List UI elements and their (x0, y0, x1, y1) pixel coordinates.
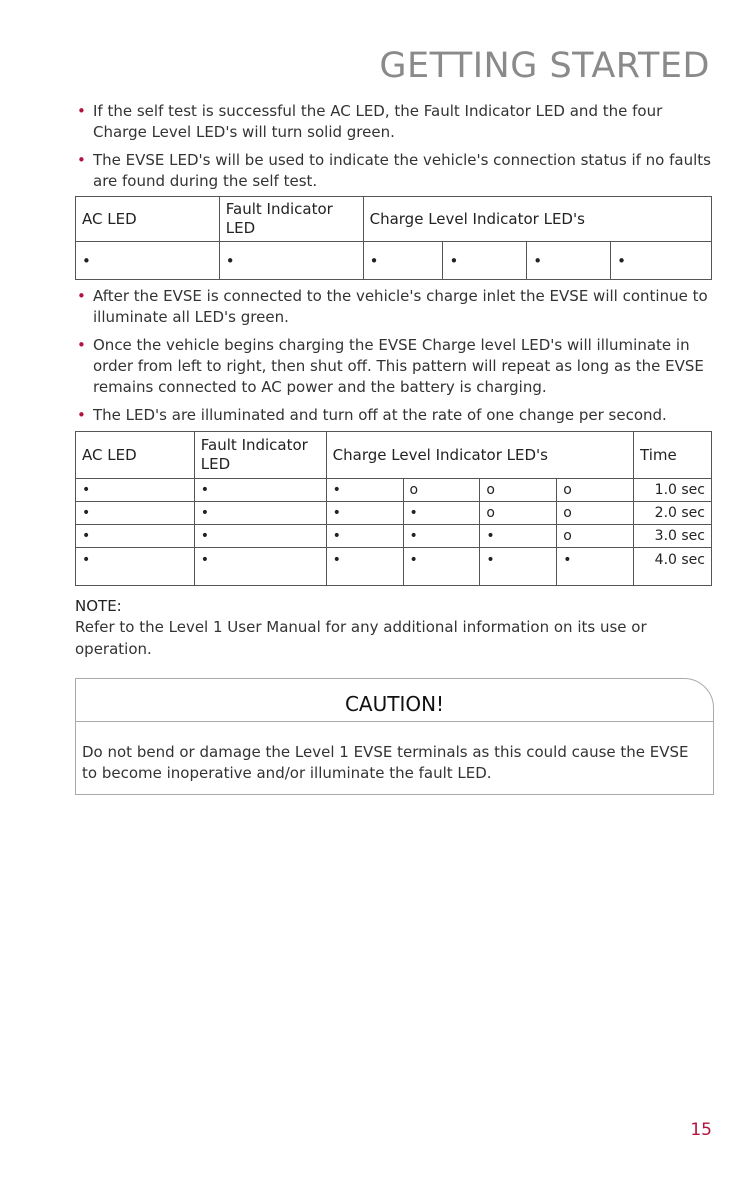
cell-fault: • (194, 548, 326, 586)
header-charge-level: Charge Level Indicator LED's (326, 432, 633, 479)
cell-ac-led: • (76, 548, 195, 586)
led-status-table-1 (75, 196, 712, 280)
cell-charge-1: • (326, 548, 403, 586)
caution-text: Do not bend or damage the Level 1 EVSE terminals as this could cause the EVSE to become inoperative and/or illuminate the fault LED. (82, 743, 689, 782)
page-number: 15 (690, 1120, 712, 1140)
page-header-title: GETTING STARTED (379, 46, 710, 86)
cell-ac-led: • (76, 242, 220, 280)
caution-title: CAUTION! (76, 679, 713, 722)
cell-charge-1: • (326, 502, 403, 525)
cell-ac-led: • (76, 479, 195, 502)
cell-fault: • (219, 242, 363, 280)
cell-time: 2.0 sec (634, 502, 712, 525)
cell-charge-1: • (363, 242, 443, 280)
list-item: • The LED's are illuminated and turn off at the rate of one change per second. (75, 405, 712, 426)
table-row (76, 502, 712, 525)
cell-charge-2: • (403, 525, 480, 548)
cell-ac-led: • (76, 525, 195, 548)
cell-charge-3: • (480, 525, 557, 548)
cell-charge-4: o (557, 525, 634, 548)
note-text: Refer to the Level 1 User Manual for any additional information on its use or operation. (75, 618, 647, 658)
cell-charge-4: • (557, 548, 634, 586)
cell-charge-4: o (557, 479, 634, 502)
cell-charge-3: o (480, 502, 557, 525)
cell-charge-1: • (326, 525, 403, 548)
cell-charge-3: • (480, 548, 557, 586)
cell-charge-2: o (403, 479, 480, 502)
cell-time: 4.0 sec (634, 548, 712, 586)
cell-charge-4: • (611, 242, 712, 280)
list-item: • After the EVSE is connected to the vehicle's charge inlet the EVSE will continue to illuminate all LED's green. (75, 286, 712, 328)
note-label: NOTE: (75, 597, 122, 615)
header-ac-led: AC LED (76, 197, 220, 242)
cell-ac-led: • (76, 502, 195, 525)
caution-box (75, 678, 714, 795)
header-ac-led: AC LED (76, 432, 195, 479)
cell-charge-3: • (527, 242, 611, 280)
cell-charge-3: o (480, 479, 557, 502)
cell-fault: • (194, 479, 326, 502)
header-time: Time (634, 432, 712, 479)
cell-charge-1: • (326, 479, 403, 502)
list-item: • If the self test is successful the AC LED, the Fault Indicator LED and the four Charge Level LED's will turn solid green. (75, 101, 712, 143)
header-fault-indicator: Fault Indicator LED (219, 197, 363, 242)
table-row (76, 479, 712, 502)
led-timing-table-2 (75, 431, 712, 586)
cell-charge-4: o (557, 502, 634, 525)
cell-fault: • (194, 525, 326, 548)
bullet-list-mid (75, 286, 712, 426)
cell-time: 3.0 sec (634, 525, 712, 548)
table-row (76, 525, 712, 548)
table-row (76, 548, 712, 586)
cell-fault: • (194, 502, 326, 525)
cell-charge-2: • (403, 502, 480, 525)
header-fault-indicator: Fault Indicator LED (194, 432, 326, 479)
cell-charge-2: • (403, 548, 480, 586)
header-charge-level: Charge Level Indicator LED's (363, 197, 711, 242)
list-item: • Once the vehicle begins charging the EVSE Charge level LED's will illuminate in order from left to right, then shut off. This pattern will repeat as long as the EVSE remains connected to AC power and the battery is charging. (75, 335, 712, 398)
cell-charge-2: • (443, 242, 527, 280)
list-item: • The EVSE LED's will be used to indicate the vehicle's connection status if no faults are found during the self test. (75, 150, 712, 192)
cell-time: 1.0 sec (634, 479, 712, 502)
bullet-list-top (75, 101, 712, 192)
page-content (75, 101, 712, 795)
